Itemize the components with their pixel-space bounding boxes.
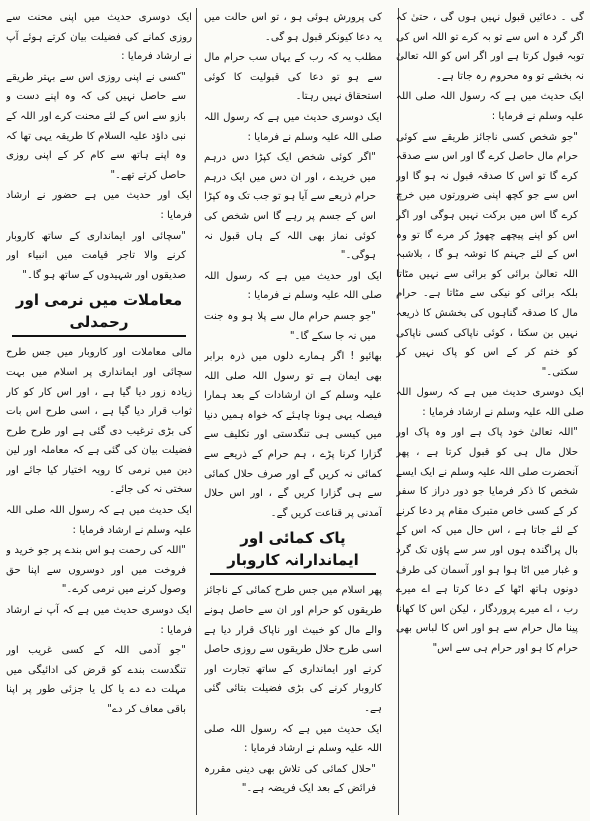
paragraph: ایک اور حدیث میں ہے حضور نے ارشاد فرمایا : <box>6 190 192 221</box>
section-heading-text: پاک کمائی اور ایماندارانہ کاروبار <box>227 529 359 570</box>
paragraph: ایک حدیث میں ہے کہ رسول اللہ صلی اللہ علیہ وسلم نے فرمایا : <box>396 91 584 122</box>
heading-underline <box>210 573 376 575</box>
hadith-quote: "سچائی اور ایمانداری کے ساتھ کاروبار کرنے والا تاجر قیامت میں انبیاء اور صدیقوں اور شہیدوں کے ساتھ ہو گا۔" <box>6 230 186 281</box>
paragraph: بھائیو ! اگر ہمارے دلوں میں ذرہ برابر بھی ایمان ہے تو رسول اللہ صلی اللہ علیہ وسلم کے ان ارشادات کے بعد ہمارا فیصلہ یہی ہونا چاہئے کہ خواہ ہمیں دنیا میں کیسی ہی تنگدستی اور تکلیف سے گزارا کرنا پڑے ، ہم حرام کے ذریعے سے کمائی نہ کریں گے اور صرف حلال کمائی سے ہی گزارا کریں گے ، اور اس حلال آمدنی پر قناعت کریں گے۔ <box>204 351 382 519</box>
paragraph: پھر اسلام میں جس طرح کمائی کے ناجائز طریقوں کو حرام اور ان سے حاصل ہونے والے مال کو خبیث اور ناپاک قرار دیا ہے اسی طرح حلال طریقوں سے روزی حاصل کرنے اور ایمانداری کے ساتھ تجارت اور کاروبار کرنے کی بڑی فضیلت بتائی گئی ہے۔ <box>204 585 382 714</box>
hadith-quote: "حلال کمائی کی تلاش بھی دینی مقررہ فرائض کے بعد ایک فریضہ ہے۔" <box>204 763 376 795</box>
column-right <box>396 8 584 815</box>
column-left <box>6 8 192 815</box>
section-heading-text: معاملات میں نرمی اور رحمدلی <box>15 291 183 332</box>
section-heading <box>6 289 192 337</box>
hadith-quote: "جو آدمی اللہ کے کسی غریب اور تنگدست بندے کو قرض کی ادائیگی میں مہلت دے دے یا کل یا جزئی طور پر اپنا باقی معاف کر دے" <box>6 645 186 715</box>
hadith-quote: "اللہ کی رحمت ہو اس بندے پر جو خرید و فروخت میں اور دوسروں سے اپنا حق وصول کرنے میں نرمی کرے۔" <box>6 545 186 596</box>
paragraph: ایک دوسری حدیث میں ہے کہ رسول اللہ صلی اللہ علیہ وسلم نے ارشاد فرمایا : <box>396 387 584 418</box>
column-divider <box>196 8 197 815</box>
paragraph: ایک حدیث میں ہے کہ رسول اللہ صلی اللہ علیہ وسلم نے ارشاد فرمایا : <box>6 505 192 536</box>
paragraph: مالی معاملات اور کاروبار میں جس طرح سچائی اور ایمانداری پر اسلام میں بہت زیادہ زور دیا گیا ہے ، اور اس کار کو کار ثواب قرار دیا گیا ہے ، اسی طرح اس بات کی بڑی ترغیب دی گئی ہے اور طرح طرح فضیلت بیان کی گئی ہے کہ معاملہ اور لین دین میں نرمی کا رویہ اختیار کیا جائے اور سختی نہ کی جائے۔ <box>6 347 192 496</box>
heading-underline <box>12 335 186 337</box>
paragraph: ایک حدیث میں ہے کہ رسول اللہ صلی اللہ علیہ وسلم نے ارشاد فرمایا : <box>204 723 382 755</box>
paragraph: گی ۔ دعائیں قبول نہیں ہوں گی ، حتیٰ کہ اگر گرد ہ اس سے تو بہ کرے تو اللہ اس کی توبہ قبول کرتا ہے اور اگر اس کو اللہ تعالیٰ نہ بخشے تو وہ محروم رہ جاتا ہے۔ <box>396 12 584 82</box>
section-heading <box>204 527 382 575</box>
paragraph: ایک اور حدیث میں ہے کہ رسول اللہ صلی اللہ علیہ وسلم نے فرمایا : <box>204 270 382 302</box>
paragraph: ایک دوسری حدیث میں ہے کہ رسول اللہ صلی اللہ علیہ وسلم نے فرمایا : <box>204 111 382 143</box>
hadith-quote: "جو شخص کسی ناجائز طریقے سے کوئی حرام مال حاصل کرے گا اور اس سے صدقہ کرے گا تو اس کا صدقہ قبول نہ ہو گا اور اس سے جو کچھ اپنی ضرورتوں میں خرچ کرے گا اس میں برکت نہیں ہوگی اور اگر اس کو اپنے پیچھے چھوڑ کر مرے گا تو وہ اس کے لئے جہنم کا توشہ ہو گا ، بلاشبہ اللہ تعالیٰ برائی کو برائی سے نہیں مٹاتا بلکہ برائی کو نیکی سے مٹاتا ہے۔ حرام مال کا صدقہ گناہوں کی بخشش کا ذریعہ نہیں بن سکتا ، کوئی ناپاکی کسی ناپاکی کو ختم کر کے اس کو پاک نہیں کر سکتی۔" <box>396 131 578 378</box>
paragraph: مطلب یہ کہ رب کے یہاں سب حرام مال سے ہو تو دعا کی قبولیت کا کوئی استحقاق نہیں رہتا۔ <box>204 52 382 103</box>
paragraph: کی پرورش ہوئی ہو ، تو اس حالت میں یہ دعا کیونکر قبول ہو گی۔ <box>204 12 382 43</box>
hadith-quote: "کسی نے اپنی روزی اس سے بہتر طریقے سے حاصل نہیں کی کہ وہ اپنے دست و بازو سے اس کے لئے محنت کرے اور اللہ کے نبی داؤد علیہ السلام کا طریقہ یہی تھا کہ وہ اپنے ہاتھ سے کام کر کے اپنی روزی حاصل کرتے تھے۔" <box>6 71 186 181</box>
hadith-quote: "اللہ تعالیٰ خود پاک ہے اور وہ پاک اور حلال مال ہی کو قبول کرتا ہے ، پھر آنحضرت صلی اللہ علیہ وسلم نے ایک ایسے شخص کا ذکر فرمایا جو دور دراز کا سفر کر کے کسی خاص متبرک مقام پر دعا کرنے کے لئے جاتا ہے ، اس حال میں کہ اس کے بال پراگندہ ہوں اور سر سے پاؤں تک گرد و غبار میں اٹا ہوا ہو اور آسمان کی طرف دونوں ہاتھ اٹھا کے دعا کرتا ہے اے میرے رب ، اے میرے پروردگار ، لیکن اس کا کھانا پینا مال حرام سے ہو اور اس کا لباس بھی حرام کا ہو اور حرام ہی سے اس" <box>396 427 578 654</box>
hadith-quote: "اگر کوئی شخص ایک کپڑا دس درہم میں خریدے ، اور ان دس میں ایک درہم حرام ذریعے سے آیا ہو تو جب تک وہ کپڑا اس کے جسم پر رہے گا اس شخص کی کوئی نماز بھی اللہ کے ہاں قبول نہ ہوگی۔" <box>204 152 376 262</box>
paragraph: ایک دوسری حدیث میں اپنی محنت سے روزی کمانے کی فضیلت بیان کرتے ہوئے آپ نے ارشاد فرمایا : <box>6 12 192 63</box>
paragraph: ایک دوسری حدیث میں ہے کہ آپ نے ارشاد فرمایا : <box>6 605 192 636</box>
hadith-quote: "جو جسم حرام مال سے پلا ہو وہ جنت میں نہ جا سکے گا۔" <box>204 310 376 342</box>
column-middle <box>204 8 382 815</box>
